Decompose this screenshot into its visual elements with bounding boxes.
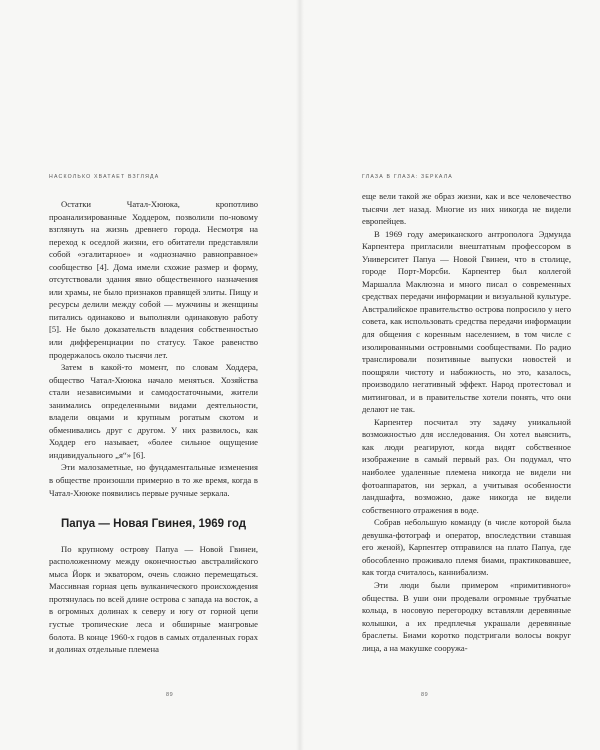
paragraph: Затем в какой-то момент, по словам Ходдера, общество Чатал-Хююка начало меняться. Хозяйства стали независимыми и самодостаточными, жители занимались определенными видами деятельности, владели овцами и крупным рогатым скотом и обменивались друг с другом. У них развилось, как Ходдер его называет, «более сильное ощущение индивидуального „я“» [6]. [49, 362, 258, 460]
paragraph: Остатки Чатал-Хююка, кропотливо проанализированные Ходдером, позволили по-новому взглянуть на жизнь древнего города. Несмотря на переход к оседлой жизни, его обитатели представляли собой «эгалитарное» и «однозначно равноправное» сообщество [4]. Дома имели схожие размер и форму, отсутствовали здания явно общественного назначения или храмы, не было признаков правящей элиты. Пищу и ресурсы делили между собой — мужчины и женщины питались одинаково и выполняли одинаковую работу [5]. Не было доказательств владения собственностью или дифференциации по статусу. Такое равенство продержалось около тысячи лет. [49, 199, 258, 360]
paragraph: Эти люди были примером «примитивного» общества. В уши они продевали огромные трубчатые кольца, в носовую перегородку вставляли деревянные колышки, а их предплечья украшали деревянные браслеты. Биами коротко подстригали волосы вокруг лица, а на макушке сооружа- [362, 579, 571, 653]
right-page-text [362, 190, 571, 654]
right-page [300, 0, 600, 750]
paragraph: В 1969 году американского антрополога Эдмунда Карпентера пригласили внештатным профессором в Университет Папуа — Новой Гвинеи, что в столице, городе Порт-Морсби. Карпентер был коллегой Маршалла Маклюэна и много писал о современных средствах передачи информации и визуальной культуре. Австралийское правительство острова попросило у него совета, как использовать средства передачи информации для общения с коренным населением, в том числе с изолированными островными сообществами. По радио транслировали позитивные выпуски новостей и поощряли чистоту и набожность, но это, казалось, производило негативный эффект. Народ протестовал и митинговал, и в правительстве хотели понять, что они делают не так. [362, 228, 571, 415]
paragraph: Собрав небольшую команду (в числе которой была девушка-фотограф и оператор, впоследствии ставшая его женой), Карпентер отправился на плато Папуа, где обособленно проживало племя биами, практиковавшее, как тогда считалось, каннибализм. [362, 517, 571, 578]
page-number-right: 89 [421, 692, 429, 698]
section-heading: Папуа — Новая Гвинея, 1969 год [60, 518, 247, 531]
paragraph: Карпентер посчитал эту задачу уникальной возможностью для исследования. Он хотел выяснить, как люди реагируют, когда видят собственное изображение в самый первый раз. Он подумал, что наиболее удаленные племена никогда не видели ни фотоаппаратов, ни зеркал, а учитывая особенности ландшафта, возможно, даже никогда не видели собственного отражения в воде. [362, 416, 571, 515]
paragraph-continuation: еще вели такой же образ жизни, как и все человечество тысячи лет назад. Многие из них никогда не видели европейцев. [362, 191, 571, 227]
left-page-text [49, 198, 258, 656]
paragraph: По крупному острову Папуа — Новой Гвинеи, расположенному между оконечностью австралийского мыса Йорк и экватором, очень сложно перемещаться. Массивная горная цепь вулканического происхождения протянулась по всей длине острова с запада на восток, а в огромных долинах к северу и югу от горной цепи густые тропические леса и обширные мангровые болота. В конце 1960-х годов в самых отдаленных горах и долинах отдельные племена [49, 543, 258, 655]
book-gutter [296, 0, 304, 750]
running-head-right: ГЛАЗА В ГЛАЗА: ЗЕРКАЛА [362, 174, 453, 180]
page-number-left: 89 [166, 692, 174, 698]
paragraph: Эти малозаметные, но фундаментальные изменения в обществе произошли примерно в то же время, когда в Чатал-Хююке появились первые ручные зеркала. [49, 462, 258, 498]
running-head-left: НАСКОЛЬКО ХВАТАЕТ ВЗГЛЯДА [49, 174, 160, 180]
